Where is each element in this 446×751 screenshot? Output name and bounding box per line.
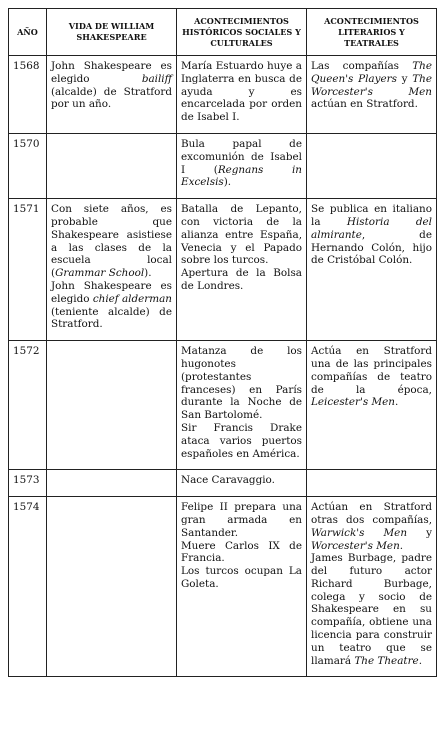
italic-text: Leicester's Men: [311, 396, 395, 409]
cell-paragraph: [181, 267, 302, 293]
cell-paragraph: [181, 540, 302, 566]
text: (alcalde) de Stratford por un año.: [51, 85, 172, 111]
text: Batalla de Lepanto, con victoria de la alianza entre España, Venecia y el Papado sobre los turcos.: [181, 203, 302, 267]
table-row: [9, 470, 437, 497]
cell-paragraph: [51, 60, 172, 111]
text: ).: [223, 176, 232, 189]
cell-literary: [307, 56, 437, 134]
chronology-table: [8, 8, 437, 677]
cell-year: 1573: [9, 470, 47, 497]
cell-life: [47, 56, 177, 134]
text: Sir Francis Drake ataca varios puertos españoles en América.: [181, 421, 302, 460]
header-row: [9, 9, 437, 56]
italic-text: Grammar School: [55, 267, 145, 280]
cell-paragraph: [181, 474, 302, 487]
cell-literary: [307, 199, 437, 341]
text: Se publica en italiano la: [311, 203, 432, 228]
cell-history: [177, 470, 307, 497]
cell-literary: [307, 133, 437, 198]
text: Las compañías: [311, 60, 413, 72]
cell-life: [47, 133, 177, 198]
cell-year: 1571: [9, 199, 47, 341]
text: Con siete años, es probable que Shakespeare asistiese a las clases de la escuela local (: [51, 203, 172, 280]
cell-paragraph: [181, 138, 302, 189]
cell-year: 1574: [9, 497, 47, 677]
table-body: [9, 56, 437, 677]
cell-year: 1568: [9, 56, 47, 134]
text: .: [399, 539, 404, 552]
cell-paragraph: [311, 501, 432, 552]
text: (teniente alcalde) de Stratford.: [51, 305, 172, 331]
header-literary: ACONTECIMIENTOS LITERARIOS Y TEATRALES: [307, 9, 437, 56]
italic-text: Historia del almirante: [311, 215, 433, 241]
cell-literary: [307, 470, 437, 497]
cell-history: [177, 341, 307, 470]
cell-paragraph: [181, 60, 302, 124]
text: Los turcos ocupan La Goleta.: [181, 565, 302, 590]
text: Felipe II prepara una gran armada en Santander.: [181, 501, 302, 539]
text: Apertura de la Bolsa de Londres.: [181, 267, 302, 292]
cell-paragraph: [181, 501, 302, 539]
cell-paragraph: [181, 203, 302, 267]
table-row: [9, 56, 437, 134]
text: James Burbage, padre del futuro actor Richard Burbage, colega y socio de Shakespeare en su compañía, obtiene una licencia para construir un teatro que se llamará: [311, 552, 432, 667]
cell-paragraph: [311, 203, 432, 267]
text: John Shakespeare es elegido: [51, 60, 172, 85]
italic-text: Warwick's Men: [311, 526, 408, 539]
text: John Shakespeare es elegido: [51, 279, 172, 305]
italic-text: The Worcester's Men: [311, 72, 432, 98]
text: .: [394, 396, 399, 409]
italic-text: The Queen's Players: [311, 60, 432, 85]
text: Nace Caravaggio.: [181, 474, 275, 487]
cell-paragraph: [181, 345, 302, 422]
cell-history: [177, 497, 307, 677]
header-life: VIDA DE WILLIAM SHAKESPEARE: [47, 9, 177, 56]
text: y: [396, 72, 413, 85]
text: Muere Carlos IX de Francia.: [181, 539, 302, 565]
header-history: ACONTECIMIENTOS HISTÓRICOS SOCIALES Y CULTURALES: [177, 9, 307, 56]
cell-life: [47, 497, 177, 677]
text: Bula papal de excomunión de Isabel I (: [181, 137, 302, 176]
italic-text: chief alderman: [92, 292, 172, 305]
cell-paragraph: [51, 280, 172, 331]
table-row: [9, 497, 437, 677]
cell-life: [47, 341, 177, 470]
cell-life: [47, 470, 177, 497]
cell-year: 1570: [9, 133, 47, 198]
cell-history: [177, 133, 307, 198]
header-year: AÑO: [9, 9, 47, 56]
table-row: [9, 341, 437, 470]
italic-text: Worcester's Men: [311, 539, 400, 552]
text: Actúan en Stratford otras dos compañías,: [311, 501, 432, 526]
cell-paragraph: [51, 203, 172, 280]
text: actúan en Stratford.: [311, 98, 418, 111]
text: , de Hernando Colón, hijo de Cristóbal Colón.: [311, 228, 432, 267]
text: y: [407, 526, 432, 539]
cell-year: 1572: [9, 341, 47, 470]
cell-paragraph: [181, 422, 302, 460]
text: María Estuardo huye a Inglaterra en busca de ayuda y es encarcelada por orden de Isabel I.: [181, 60, 302, 124]
italic-text: Regnans in Excelsis: [181, 163, 303, 189]
cell-paragraph: [311, 552, 432, 667]
table-row: [9, 133, 437, 198]
table-row: [9, 199, 437, 341]
text: Matanza de los hugonotes (protestantes franceses) en París durante la Noche de San Bartolomé.: [181, 345, 302, 422]
text: .: [418, 654, 423, 667]
cell-literary: [307, 497, 437, 677]
cell-paragraph: [311, 345, 432, 409]
cell-paragraph: [311, 60, 432, 111]
cell-literary: [307, 341, 437, 470]
cell-history: [177, 199, 307, 341]
text: Actúa en Stratford una de las principales compañías de teatro de la época,: [311, 345, 432, 396]
italic-text: bailiff: [141, 72, 172, 85]
text: ).: [144, 267, 152, 280]
italic-text: The Theatre: [354, 654, 419, 667]
cell-paragraph: [181, 565, 302, 591]
cell-history: [177, 56, 307, 134]
cell-life: [47, 199, 177, 341]
